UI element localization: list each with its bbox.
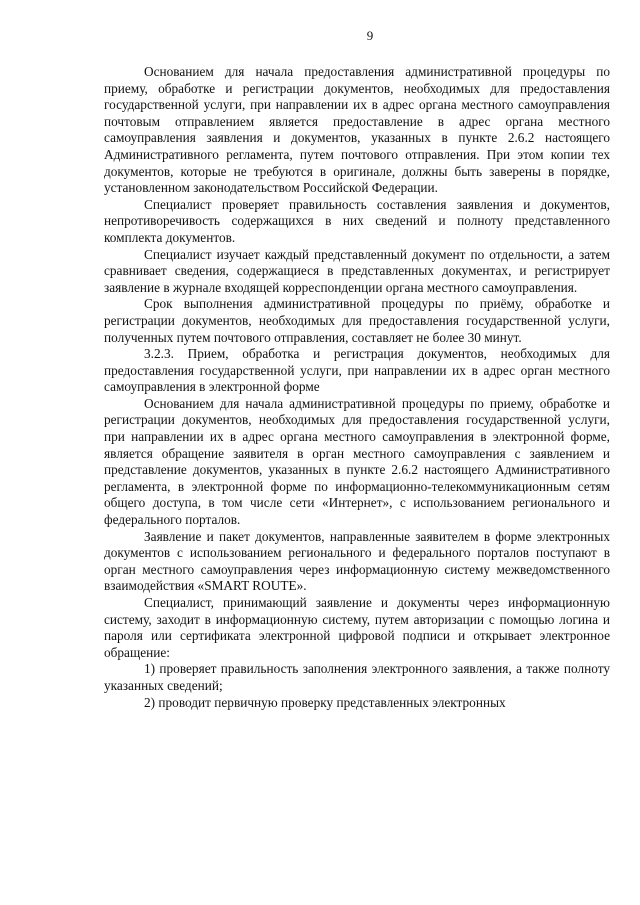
paragraph-smart-route: Заявление и пакет документов, направленные заявителем в форме электронных документов с использованием регионального и федерального порталов поступают в орган местного самоуправления через информационную систему межведомственного взаимодействия «SMART ROUTE». [104, 528, 610, 594]
paragraph-basis-postal: Основанием для начала предоставления административной процедуры по приему, обработке и регистрации документов, необходимых для предоставления государственной услуги, при направлении их в адрес органа местного самоуправления почтовым отправлением является предоставление в адрес органа местного самоуправления заявления и документов, указанных в пункте 2.6.2 настоящего Административного регламента, путем почтового отправления. При этом копии тех документов, которые не требуются в оригинале, должны быть заверены в порядке, установленном законодательством Российской Федерации. [104, 64, 610, 196]
list-item-1: 1) проверяет правильность заполнения электронного заявления, а также полноту указанных сведений; [104, 661, 610, 693]
list-item-2: 2) проводит первичную проверку представленных электронных [144, 694, 506, 710]
page-number: 9 [366, 28, 374, 43]
paragraph-specialist-checks: Специалист проверяет правильность составления заявления и документов, непротиворечивость содержащихся в них сведений и полноту представленного комплекта документов. [104, 196, 610, 245]
section-heading-3-2-3: 3.2.3. Прием, обработка и регистрация документов, необходимых для предоставления государственной услуги, при направлении их в адрес орган местного самоуправления в электронной форме [104, 346, 610, 395]
paragraph-specialist-studies: Специалист изучает каждый представленный документ по отдельности, а затем сравнивает сведения, содержащиеся в представленных документах, и регистрирует заявление в журнале входящей корреспонденции органа местного самоуправления. [104, 246, 610, 295]
paragraph-basis-electronic: Основанием для начала административной процедуры по приему, обработке и регистрации документов, необходимых для предоставления государственной услуги, при направлении их в адрес органа местного самоуправления в электронной форме, является обращение заявителя в орган местного самоуправления с заявлением и представление документов, указанных в пункте 2.6.2 настоящего Административного регламента, в электронной форме по информационно-телекоммуникационным сетям общего доступа, в том числе сети «Интернет», с использованием регионального и федерального порталов. [104, 395, 610, 528]
paragraph-specialist-system: Специалист, принимающий заявление и документы через информационную систему, заходит в информационную систему, путем авторизации с помощью логина и пароля или сертификата электронной цифровой подписи и открывает электронное обращение: [104, 595, 610, 660]
paragraph-deadline: Срок выполнения административной процедуры по приёму, обработке и регистрации документов, необходимых для предоставления государственной услуги, полученных путем почтового отправления, составляет не более 30 минут. [104, 296, 610, 345]
